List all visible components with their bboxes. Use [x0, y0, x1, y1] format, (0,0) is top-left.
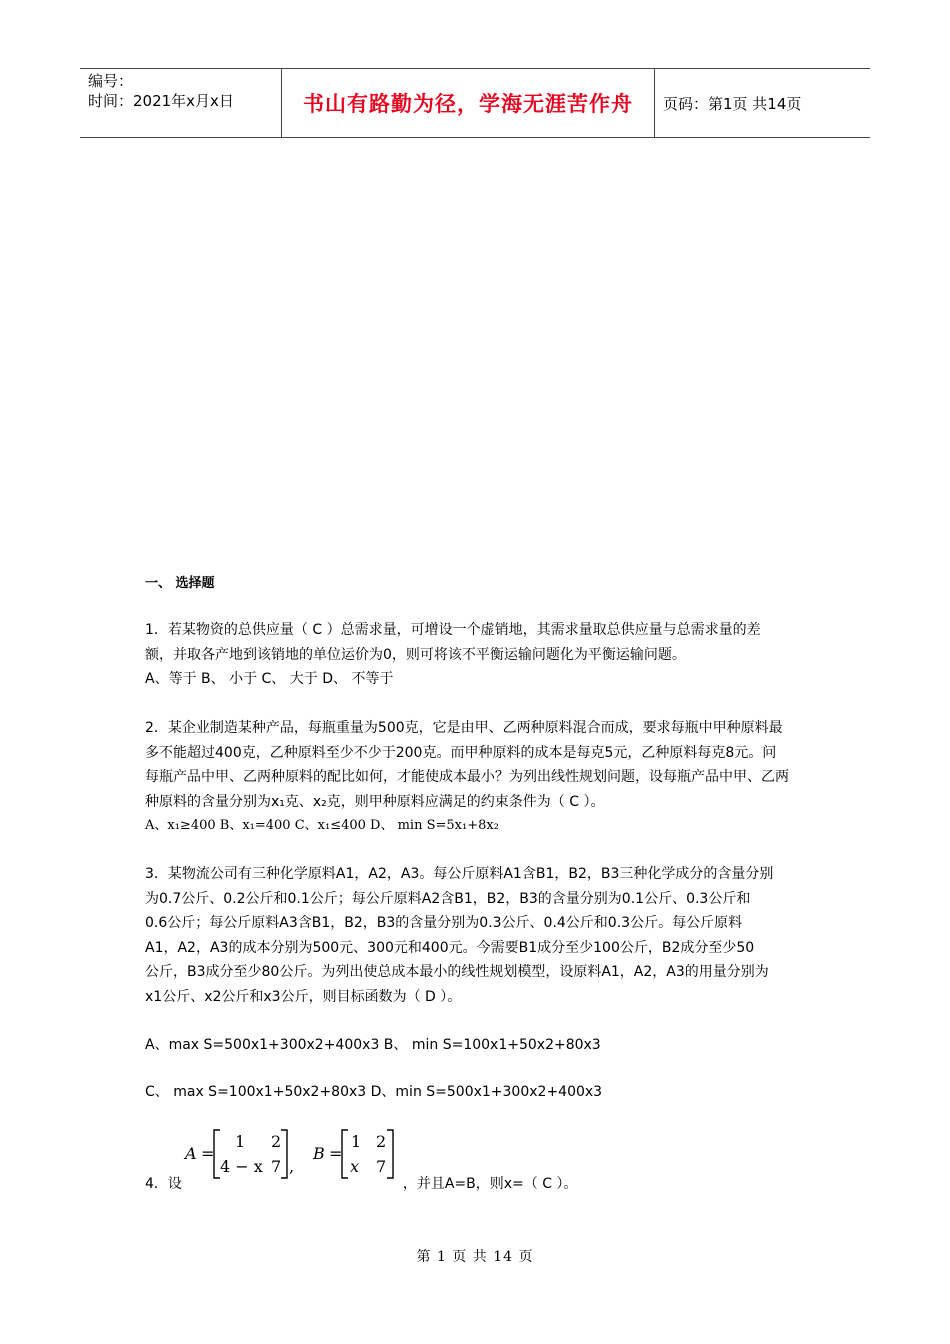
q3-line: 0.6公斤；每公斤原料A3含B1，B2，B3的含量分别为0.3公斤、0.4公斤和0.3公斤。每公斤原料	[145, 915, 743, 931]
q1-options: A、等于 B、 小于 C、 大于 D、 不等于	[145, 671, 394, 687]
section-title: 一、 选择题	[145, 576, 215, 591]
number-label: 编号：	[88, 72, 134, 90]
page-info: 页码：第1页 共14页	[663, 94, 802, 113]
q1-line: 1．若某物资的总供应量（ C ）总需求量，可增设一个虚销地，其需求量取总供应量与总需求量的差	[145, 622, 761, 638]
matrix-a-cell: 2	[271, 1132, 282, 1151]
question-4	[145, 1172, 810, 1197]
bracket-right	[281, 1130, 287, 1178]
motto: 书山有路勤为径，学海无涯苦作舟	[282, 69, 655, 137]
q4-suffix: ，并且A=B，则x=（ C ）。	[402, 1176, 578, 1192]
q4-prefix: 4．设	[145, 1176, 182, 1192]
q1-line: 额，并取各产地到该销地的单位运价为0，则可将该不平衡运输问题化为平衡运输问题。	[145, 646, 686, 663]
q2-line: 每瓶产品中甲、乙两种原料的配比如何，才能使成本最小？为列出线性规划问题，设每瓶产品中甲、乙两	[145, 769, 789, 785]
equals-sign: =	[201, 1144, 215, 1163]
matrix-b-cell: 7	[376, 1157, 387, 1176]
q3-line: x1公斤、x2公斤和x3公斤，则目标函数为（ D ）。	[145, 988, 462, 1005]
matrix-b-cell: x	[350, 1157, 360, 1176]
q3-line: 为0.7公斤、0.2公斤和0.1公斤；每公斤原料A2含B1，B2，B3的含量分别为0.1公斤、0.3公斤和	[145, 890, 751, 907]
equals-sign: =	[329, 1144, 343, 1163]
matrix-a-name: A	[185, 1144, 197, 1163]
header-meta	[80, 69, 282, 137]
q2-line: 2．某企业制造某种产品，每瓶重量为500克，它是由甲、乙两种原料混合而成，要求每瓶中甲种原料最	[145, 720, 783, 736]
matrix-b-cell: 2	[376, 1132, 387, 1151]
q3-line: 3．某物流公司有三种化学原料A1，A2，A3。每公斤原料A1含B1，B2，B3三种化学成分的含量分别	[145, 866, 774, 882]
matrix-a-cell: 4 − x	[220, 1157, 263, 1176]
q3-line: 公斤，B3成分至少80公斤。为列出使总成本最小的线性规划模型，设原料A1，A2，A3的用量分别为	[145, 964, 769, 980]
q3-line: A1，A2，A3的成本分别为500元、300元和400元。今需要B1成分至少100公斤，B2成分至少50	[145, 939, 755, 956]
question-3	[145, 862, 810, 1009]
q3-option-ab: A、max S=500x1+300x2+400x3 B、 min S=100x1+50x2+80x3	[145, 1037, 601, 1053]
page-footer: 第 1 页 共 14 页	[416, 1249, 534, 1265]
time-label: 时间：2021年x月x日	[88, 92, 234, 110]
header-table	[80, 68, 870, 138]
comma: ,	[289, 1157, 295, 1176]
q2-line: 多不能超过400克，乙种原料至少不少于200克。而甲种原料的成本是每克5元，乙种原料每克8元。问	[145, 744, 777, 761]
bracket-left	[342, 1130, 348, 1178]
q3-option-cd: C、 max S=100x1+50x2+80x3 D、min S=500x1+300x2+400x3	[145, 1084, 603, 1100]
matrix-a-cell: 1	[235, 1132, 246, 1151]
question-1	[145, 618, 810, 692]
matrix-a-cell: 7	[271, 1157, 282, 1176]
matrix-b-name: B	[313, 1144, 325, 1163]
q2-options: A、x₁≥400 B、x₁=400 C、x₁≤400 D、 min S=5x₁+8x₂	[145, 818, 499, 833]
q2-line: 种原料的含量分别为x₁克、x₂克，则甲种原料应满足的约束条件为（ C ）。	[145, 793, 605, 810]
question-2	[145, 716, 810, 839]
matrix-b-cell: 1	[351, 1132, 362, 1151]
bracket-right	[387, 1130, 393, 1178]
